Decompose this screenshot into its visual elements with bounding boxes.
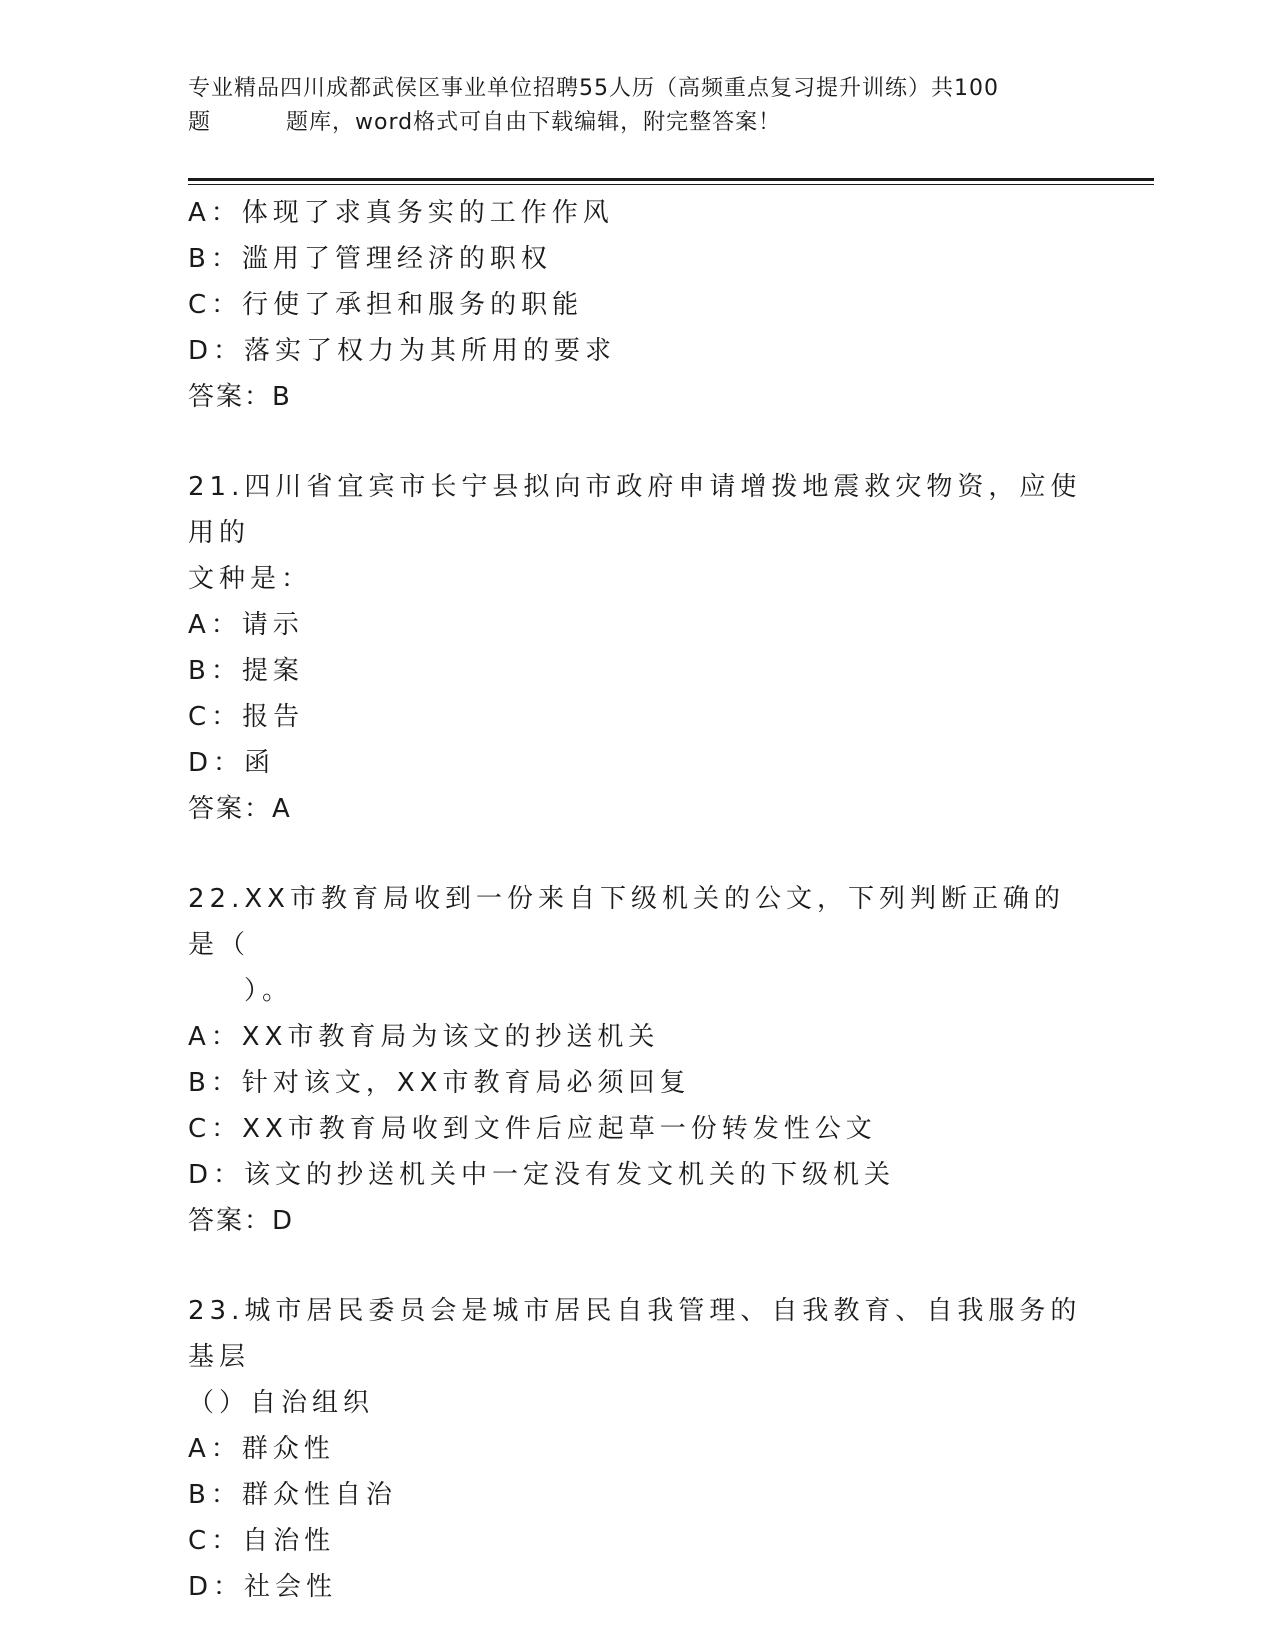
header-divider-thin	[188, 184, 1154, 185]
q22-stem	[188, 876, 1088, 1014]
question-21	[188, 464, 1088, 832]
q20-option-d: D：落实了权力为其所用的要求	[188, 336, 617, 366]
q21-answer: 答案：A	[188, 794, 292, 824]
q20-answer: 答案：B	[188, 382, 292, 412]
q23-stem-line-2: （）自治组织	[188, 1388, 375, 1418]
q23-option-a: A：群众性	[188, 1434, 335, 1464]
q23-stem-line-1: 23.城市居民委员会是城市居民自我管理、自我教育、自我服务的基层	[188, 1296, 1082, 1372]
question-22	[188, 876, 1088, 1244]
q21-stem-line-1: 21.四川省宜宾市长宁县拟向市政府申请增拨地震救灾物资，应使用的	[188, 472, 1082, 548]
q22-option-d: D：该文的抄送机关中一定没有发文机关的下级机关	[188, 1160, 896, 1190]
question-20-continued	[188, 190, 1088, 420]
q21-option-d: D：函	[188, 748, 276, 778]
q22-stem-line-2: ）。	[244, 976, 294, 1006]
q21-option-a: A：请示	[188, 610, 304, 640]
q21-option-b: B：提案	[188, 656, 304, 686]
q23-option-d: D：社会性	[188, 1572, 338, 1602]
header-title-line-1: 专业精品四川成都武侯区事业单位招聘55人历（高频重点复习提升训练）共100	[188, 76, 999, 101]
document-body	[188, 190, 1088, 1610]
q22-option-c: C：XX市教育局收到文件后应起草一份转发性公文	[188, 1114, 877, 1144]
q23-stem	[188, 1288, 1088, 1426]
q22-answer: 答案：D	[188, 1206, 295, 1236]
header-title-line-2-lead: 题	[188, 110, 212, 135]
q23-option-b: B：群众性自治	[188, 1480, 397, 1510]
q22-option-a: A：XX市教育局为该文的抄送机关	[188, 1022, 660, 1052]
header-divider-thick	[188, 178, 1154, 181]
q22-option-b: B：针对该文，XX市教育局必须回复	[188, 1068, 691, 1098]
q21-option-c: C：报告	[188, 702, 305, 732]
question-23	[188, 1288, 1088, 1610]
q20-option-b: B：滥用了管理经济的职权	[188, 244, 552, 274]
q20-option-a: A：体现了求真务实的工作作风	[188, 198, 614, 228]
document-header	[188, 72, 1088, 140]
header-title-line-2	[188, 106, 1088, 140]
q22-stem-line-1: 22.XX市教育局收到一份来自下级机关的公文，下列判断正确的是（	[188, 884, 1065, 960]
q21-stem	[188, 464, 1088, 602]
q23-option-c: C：自治性	[188, 1526, 336, 1556]
q20-option-c: C：行使了承担和服务的职能	[188, 290, 584, 320]
q21-stem-line-2: 文种是：	[188, 564, 313, 594]
header-title-line-2-rest: 题库，word格式可自由下载编辑，附完整答案！	[286, 110, 782, 135]
